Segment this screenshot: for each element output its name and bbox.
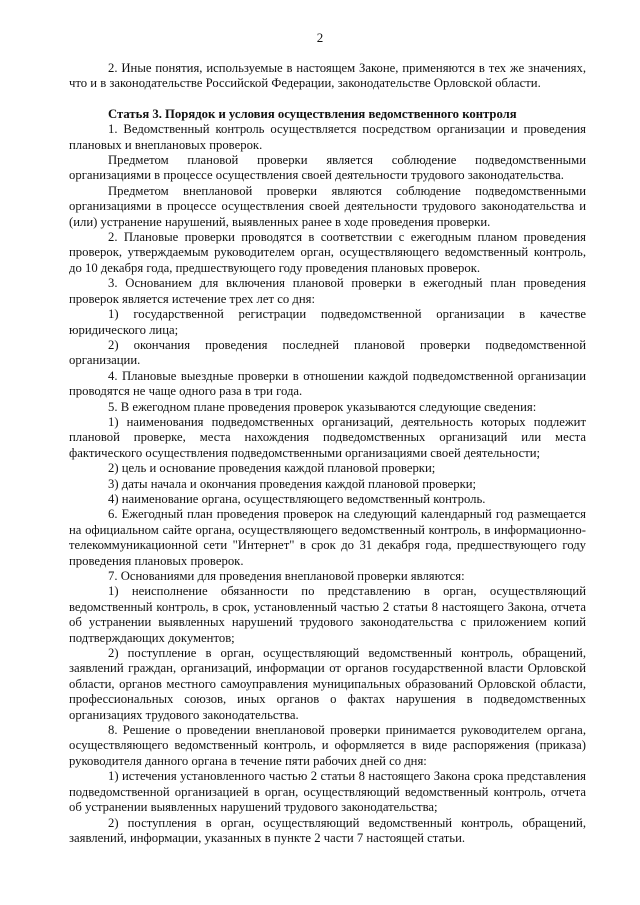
article-paragraph: 4) наименование органа, осуществляющего ведомственный контроль.: [108, 491, 486, 506]
article-paragraph: 1) государственной регистрации подведомственной организации в качестве юридического лица;: [69, 307, 586, 337]
article-paragraph: 5. В ежегодном плане проведения проверок указываются следующие сведения:: [108, 399, 537, 414]
article-paragraph: 4. Плановые выездные проверки в отношении каждой подведомственной организации проводятся не чаще одного раза в три года.: [69, 368, 586, 399]
article-paragraph: Предметом плановой проверки является соблюдение подведомственными организациями в процессе осуществления своей деятельности трудового законодательства.: [69, 153, 586, 183]
article-paragraph: 1) истечения установленного частью 2 статьи 8 настоящего Закона срока представления подведомственной организацией в орган, осуществляющий ведомственный контроль, отчета об устранении выявленных нарушений трудового законодательства;: [69, 769, 586, 815]
paragraph-definitions: 2. Иные понятия, используемые в настоящем Законе, применяются в тех же значениях, что и в законодательстве Российской Федерации, законодательстве Орловской области.: [69, 61, 586, 91]
article-paragraph: 6. Ежегодный план проведения проверок на следующий календарный год размещается на официальном сайте органа, осуществляющего ведомственный контроль, в информационно-телекоммуникационной сети "Интернет" в срок до 31 декабря года, предшествующего году проведения плановых проверок.: [69, 507, 586, 568]
article-paragraph: 2) цель и основание проведения каждой плановой проверки;: [108, 461, 436, 476]
article-paragraph: 2) окончания проведения последней плановой проверки подведомственной организации.: [69, 337, 586, 368]
article-paragraph: 2. Плановые проверки проводятся в соответствии с ежегодным планом проведения проверок, утверждаемым руководителем орган, осуществляющего ведомственный контроль, до 10 декабря года, предшествующего году проведения плановых проверок.: [69, 230, 586, 275]
article-paragraph: Предметом внеплановой проверки являются соблюдение подведомственными организациями в процессе осуществления своей деятельности трудового законодательства и (или) устранение нарушений, выявленных ранее в ходе проведения проверки.: [69, 183, 586, 229]
article-paragraph: 1) наименования подведомственных организаций, деятельность которых подлежит плановой проверке, места нахождения подведомственных организаций или места фактического осуществления подведомственными организациями своей деятельности;: [69, 414, 586, 460]
page-number: 2: [316, 30, 324, 45]
article-paragraph: 7. Основаниями для проведения внеплановой проверки являются:: [108, 569, 465, 583]
article-paragraph: 2) поступление в орган, осуществляющий ведомственный контроль, обращений, заявлений граждан, организаций, информации от органов государственной власти Орловской области, органов местного самоуправления муниципальных образований Орловской области, профессиональных союзов, иных органов о фактах нарушения в подведомственных организациях трудового законодательства.: [69, 646, 586, 722]
article-paragraph: 1) неисполнение обязанности по представлению в орган, осуществляющий ведомственный контроль, в срок, установленный частью 2 статьи 8 настоящего Закона, отчета об устранении выявленных нарушений трудового законодательства с приложением копий подтверждающих документов;: [69, 584, 586, 645]
article-paragraph: 2) поступления в орган, осуществляющий ведомственный контроль, обращений, заявлений, информации, указанных в пункте 2 части 7 настоящей статьи.: [69, 815, 586, 845]
article-paragraph: 1. Ведомственный контроль осуществляется посредством организации и проведения плановых и внеплановых проверок.: [69, 122, 586, 152]
document-body: [69, 61, 586, 846]
article-heading: Статья 3. Порядок и условия осуществления ведомственного контроля: [108, 106, 517, 121]
article-paragraph: 3. Основанием для включения плановой проверки в ежегодный план проведения проверок является истечение трех лет со дня:: [69, 276, 586, 306]
article-paragraph: 8. Решение о проведении внеплановой проверки принимается руководителем органа, осуществляющего ведомственный контроль, и оформляется в виде распоряжения (приказа) руководителя данного органа в течение пяти рабочих дней со дня:: [69, 723, 586, 768]
article-paragraph: 3) даты начала и окончания проведения каждой плановой проверки;: [108, 476, 477, 491]
